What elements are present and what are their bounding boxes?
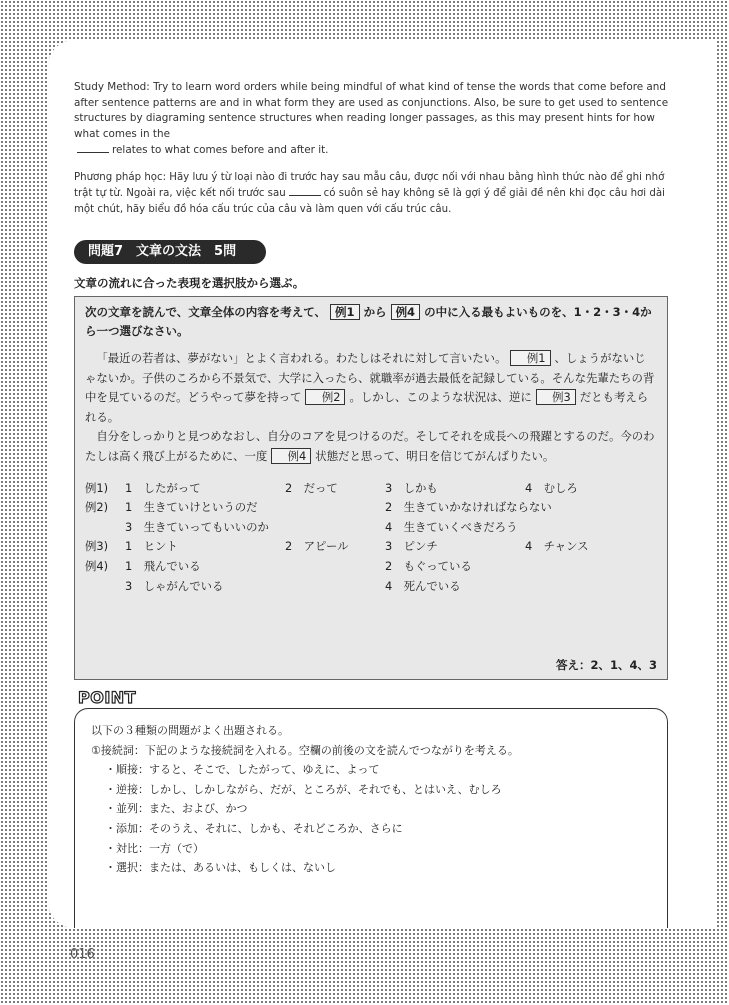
point-box [74,708,668,928]
page-number: 016 [70,947,95,962]
instr-part: 次の文章を読んで、文章全体の内容を考えて、 [85,305,327,319]
passage-text: 自分をしっかりと見つめなおし、自分のコアを見つけるのだ。そしてそれを成長への飛躍とするのだ。今のわたしは高く飛び上がるために、一度 [85,429,655,463]
choice-option: 3 ピンチ [385,539,438,554]
choice-row-q2a [85,498,657,518]
choice-option: 1 ヒント [125,539,178,554]
point-label: POINT [78,688,137,707]
blank-line [77,142,109,153]
point-line: ・選択：または、あるいは、もしくは、ないし [105,861,336,875]
choice-row-q4a [85,557,657,577]
blank-box-ex1: 例1 [330,304,360,320]
choice-option: 1 生きていけというのだ [125,500,258,515]
choice-option: 1 飛んでいる [125,558,201,573]
passage-paragraph-1 [85,349,657,427]
answer-choices [85,479,657,597]
blank-box-ex2: 例2 [305,389,345,405]
section-heading: 問題7 文章の文法 5問 [74,240,266,264]
answer-key: 答え：2、1、4、3 [555,658,657,672]
choice-option: 4 生きていくべきだろう [385,519,518,534]
choice-label-empty [85,518,125,538]
passage-text: 、しょうがないじゃないか。子供のころから不景気で、大学に入ったら、就職率が過去最低を記録している。そんな先輩たちの背中を見ているのだ。どうやって夢を持って [85,351,655,405]
passage-text: 状態だと思って、明日を信じてがんばりたい。 [315,448,555,463]
choice-option: 4 死んでいる [385,578,461,593]
passage-text: 。しかし、このような状況は、逆に [349,390,532,405]
blank-box-ex1: 例1 [510,350,550,366]
choice-row-q4b [85,577,657,597]
study-method-vn-b: có suôn sẻ hay không sẽ là gợi ý để giải đề nên khi đọc câu hơi dài một chút, hãy biểu đồ hóa cấu trúc của câu và làm quen với cấu trúc câu. [74,188,665,215]
choice-option: 4 むしろ [525,480,578,495]
study-method-vietnamese [74,170,674,217]
section-subheading: 文章の流れに合った表現を選択肢から選ぶ。 [74,276,305,290]
blank-box-ex3: 例3 [536,389,576,405]
choice-option: 2 アピール [285,539,349,554]
choice-row-q1 [85,479,657,499]
study-method-en-text: Study Method: Try to learn word orders while being mindful of what kind of tense the words that come before and after sentence patterns are and in what form they are used as conjunctions. Also, be sure to get used to sentence structures by diagraming sentence structures when reading longer passages, as this may present hints for how what comes in the [74,81,669,140]
choice-label-empty [85,577,125,597]
passage-text: だとも考えられる。 [85,390,649,424]
point-line: ・添加：そのうえ、それに、しかも、それどころか、さらに [105,821,403,835]
choice-label: 例2) [85,500,109,515]
choice-label: 例4) [85,558,109,573]
study-method-en-tail: relates to what comes before and after it. [112,144,329,157]
blank-box-ex4: 例4 [391,304,421,320]
choice-label: 例3) [85,539,109,554]
blank-line [289,185,321,196]
instr-part: から [363,305,387,319]
question-instructions [85,303,657,341]
point-intro: 以下の３種類の問題がよく出題される。 [91,724,289,737]
point-item-1: ①接続詞：下記のような接続詞を入れる。空欄の前後の文を読んでつながりを考える。 [91,743,519,757]
study-method-english [74,80,674,159]
choice-label: 例1) [85,480,109,495]
choice-option: 3 しかも [385,480,438,495]
point-line: ・対比：一方（で） [105,841,204,855]
passage-text: 「最近の若者は、夢がない」とよく言われる。わたしはそれに対して言いたい。 [96,351,507,365]
passage-paragraph-2 [85,427,657,466]
choice-option: 2 だって [285,480,338,495]
blank-box-ex4: 例4 [271,448,311,464]
choice-option: 2 もぐっている [385,558,472,573]
choice-option: 4 チャンス [525,539,589,554]
point-line: ・順接：すると、そこで、したがって、ゆえに、よって [105,763,380,777]
reading-passage [85,349,657,467]
point-line: ・並列：また、および、かつ [105,802,248,816]
study-method-vn-a: Phương pháp học: Hãy lưu ý từ loại nào đi trước hay sau mẫu câu, được nối với nhau bằng hình thức nào để ghi nhớ trật tự từ. Ngoài ra, việc kết nối trước sau [74,172,665,200]
choice-row-q3 [85,537,657,557]
choice-option: 2 生きていかなければならない [385,500,552,515]
choice-option: 1 したがって [125,480,201,495]
point-line: ・逆接：しかし、しかしながら、だが、ところが、それでも、とはいえ、むしろ [105,782,502,796]
page-sheet [48,40,716,928]
instr-part: の中に入る最もよいものを、1・2・3・4から一つ選びなさい。 [85,305,652,338]
choice-option: 3 生きていってもいいのか [125,519,269,534]
question-box [74,296,668,680]
choice-option: 3 しゃがんでいる [125,578,224,593]
choice-row-q2b [85,518,657,538]
